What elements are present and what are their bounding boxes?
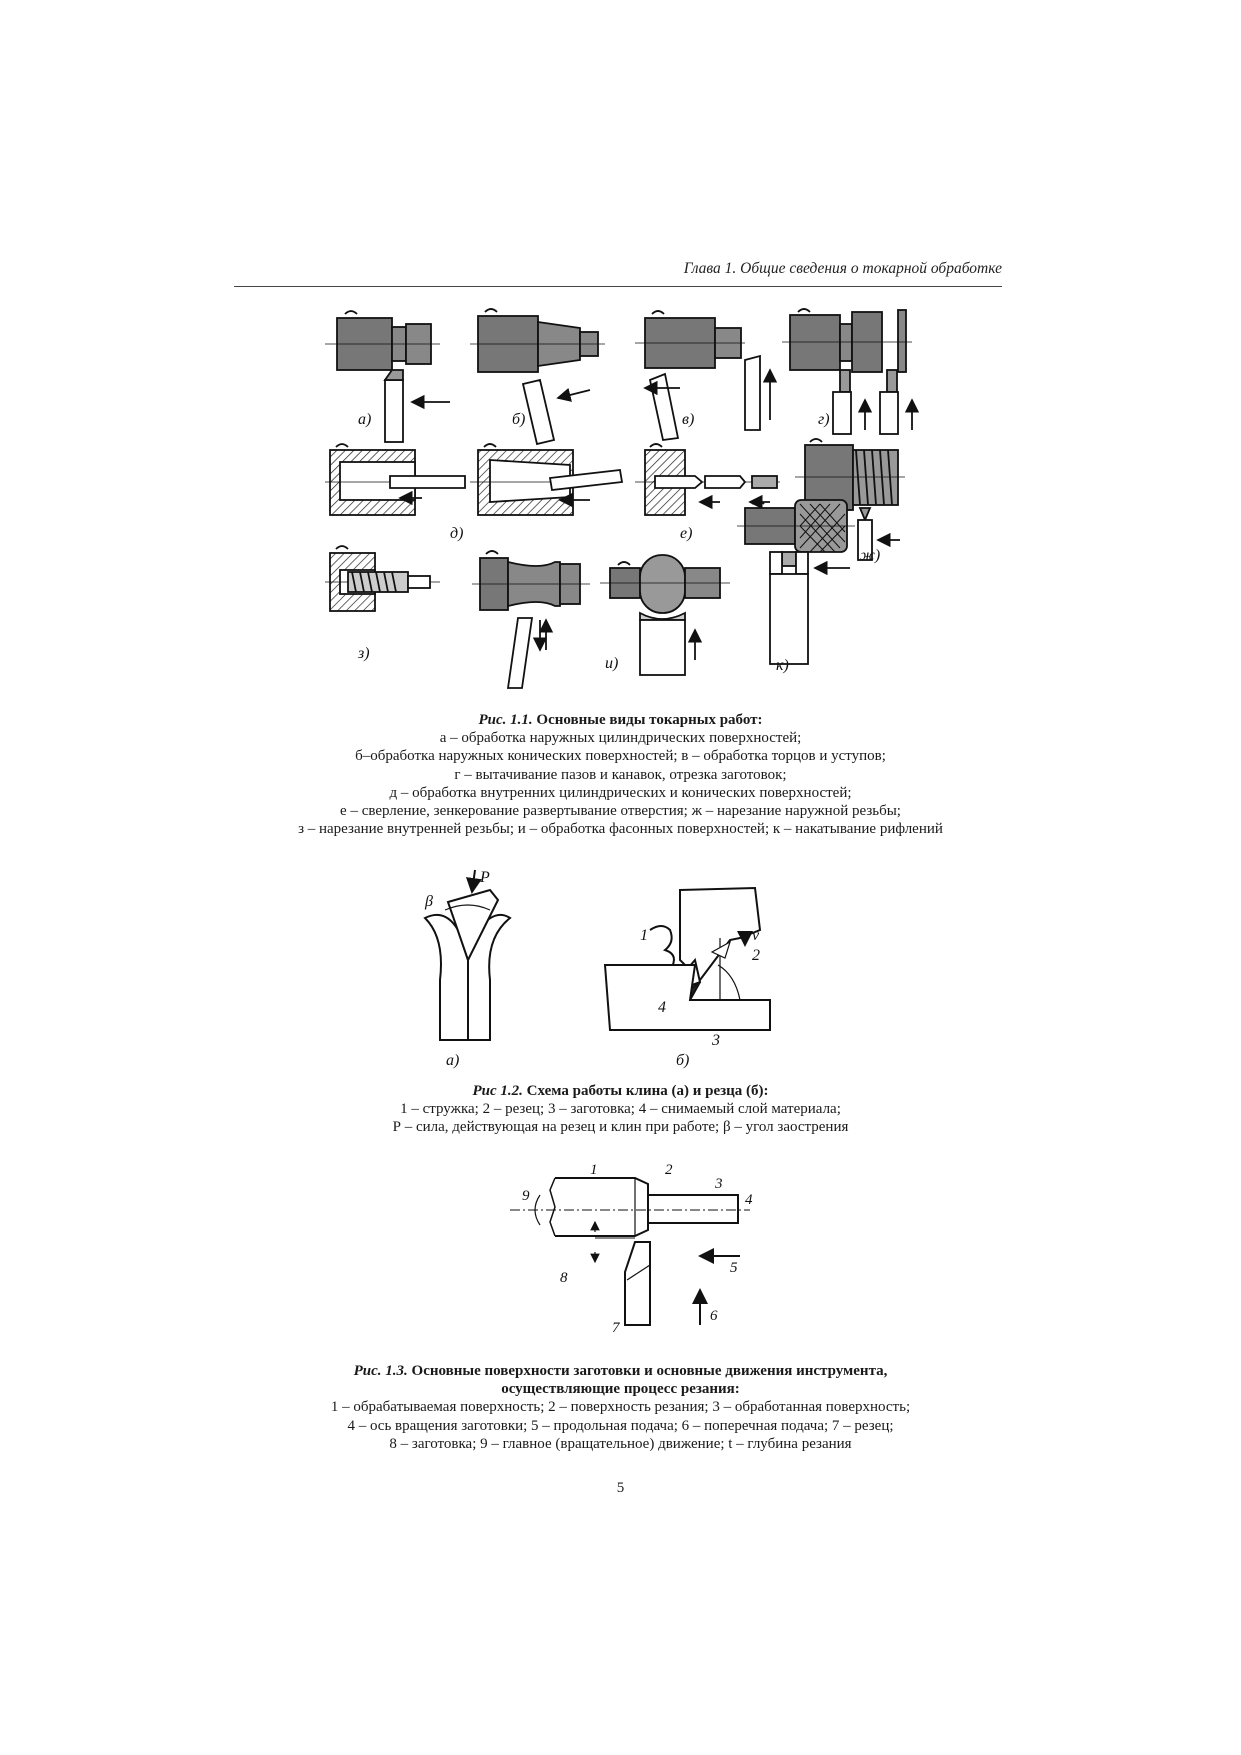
fig2-label-v: v xyxy=(752,927,760,944)
fig3-label-3: 3 xyxy=(715,1176,723,1192)
fig2-label-p: P xyxy=(480,869,490,886)
figure-1-1-drawing xyxy=(300,300,980,690)
fig3-label-9: 9 xyxy=(522,1188,530,1204)
fig1-label-zh: ж) xyxy=(860,547,881,564)
fig1-label-v: в) xyxy=(682,411,695,428)
fig2-caption-title: Схема работы клина (а) и резца (б): xyxy=(526,1083,769,1099)
fig2-label-4: 4 xyxy=(658,999,666,1016)
fig2-caption-line: 1 – стружка; 2 – резец; 3 – заготовка; 4 – снимаемый слой материала; xyxy=(400,1101,841,1118)
fig1-caption-line: а – обработка наружных цилиндрических поверхностей; xyxy=(439,730,802,747)
figure-1-1 xyxy=(300,300,980,690)
fig1-label-k: к) xyxy=(776,657,789,674)
fig1-caption-number: Рис. 1.1. xyxy=(478,712,533,728)
page-number: 5 xyxy=(616,1480,625,1496)
fig1-label-a: а) xyxy=(358,411,372,428)
fig2-label-3: 3 xyxy=(712,1032,720,1049)
fig2-label-beta: β xyxy=(425,893,433,910)
fig2-label-2: 2 xyxy=(752,947,760,964)
figure-1-2-caption xyxy=(0,1082,1241,1137)
fig3-caption-line: 1 – обрабатываемая поверхность; 2 – поверхность резания; 3 – обработанная поверхность; xyxy=(330,1399,911,1416)
fig2-caption-number: Рис 1.2. xyxy=(472,1083,523,1099)
fig1-caption-line: б–обработка наружных конических поверхностей; в – обработка торцов и уступов; xyxy=(355,748,886,765)
fig1-caption-line: г – вытачивание пазов и канавок, отрезка заготовок; xyxy=(454,766,787,783)
running-header xyxy=(234,258,1002,287)
fig1-caption-line: д – обработка внутренних цилиндрических и конических поверхностей; xyxy=(389,784,852,801)
fig2-label-b: б) xyxy=(676,1052,690,1069)
fig3-label-8: 8 xyxy=(560,1270,568,1286)
fig3-caption-title-cont: осуществляющие процесс резания: xyxy=(501,1381,740,1398)
fig1-label-g: г) xyxy=(818,411,830,428)
fig3-label-4: 4 xyxy=(745,1192,753,1208)
fig1-label-d: д) xyxy=(450,525,464,542)
figure-1-3-drawing xyxy=(500,1160,780,1345)
running-title: Глава 1. Общие сведения о токарной обработке xyxy=(683,260,1002,277)
fig3-label-2: 2 xyxy=(665,1162,673,1178)
fig2-label-1: 1 xyxy=(640,927,648,944)
fig3-caption-number: Рис. 1.3. xyxy=(353,1363,408,1379)
figure-1-1-caption xyxy=(0,711,1241,838)
fig3-label-1: 1 xyxy=(590,1162,598,1178)
fig2-caption-line: Р – сила, действующая на резец и клин при работе; β – угол заострения xyxy=(392,1119,849,1136)
figure-1-2-drawing xyxy=(400,860,870,1080)
fig1-label-b: б) xyxy=(512,411,526,428)
fig3-label-7: 7 xyxy=(612,1320,620,1336)
fig1-label-e: е) xyxy=(680,525,693,542)
figure-1-3 xyxy=(500,1160,780,1345)
fig1-caption-line: з – нарезание внутренней резьбы; и – обработка фасонных поверхностей; к – накатывание рифлений xyxy=(298,821,943,838)
fig1-label-i: и) xyxy=(605,655,619,672)
fig3-caption-line: 4 – ось вращения заготовки; 5 – продольная подача; 6 – поперечная подача; 7 – резец; xyxy=(347,1417,894,1434)
fig3-caption-title: Основные поверхности заготовки и основные движения инструмента, xyxy=(411,1363,888,1379)
figure-1-3-caption xyxy=(0,1362,1241,1453)
fig1-caption-line: е – сверление, зенкерование развертывание отверстия; ж – нарезание наружной резьбы; xyxy=(340,803,901,820)
fig3-caption-line: 8 – заготовка; 9 – главное (вращательное) движение; t – глубина резания xyxy=(389,1435,852,1452)
fig1-caption-title: Основные виды токарных работ: xyxy=(536,712,763,728)
fig1-label-z: з) xyxy=(358,645,370,662)
fig2-label-a: а) xyxy=(446,1052,460,1069)
fig3-label-6: 6 xyxy=(710,1308,718,1324)
figure-1-2 xyxy=(400,860,870,1080)
fig3-label-5: 5 xyxy=(730,1260,738,1276)
